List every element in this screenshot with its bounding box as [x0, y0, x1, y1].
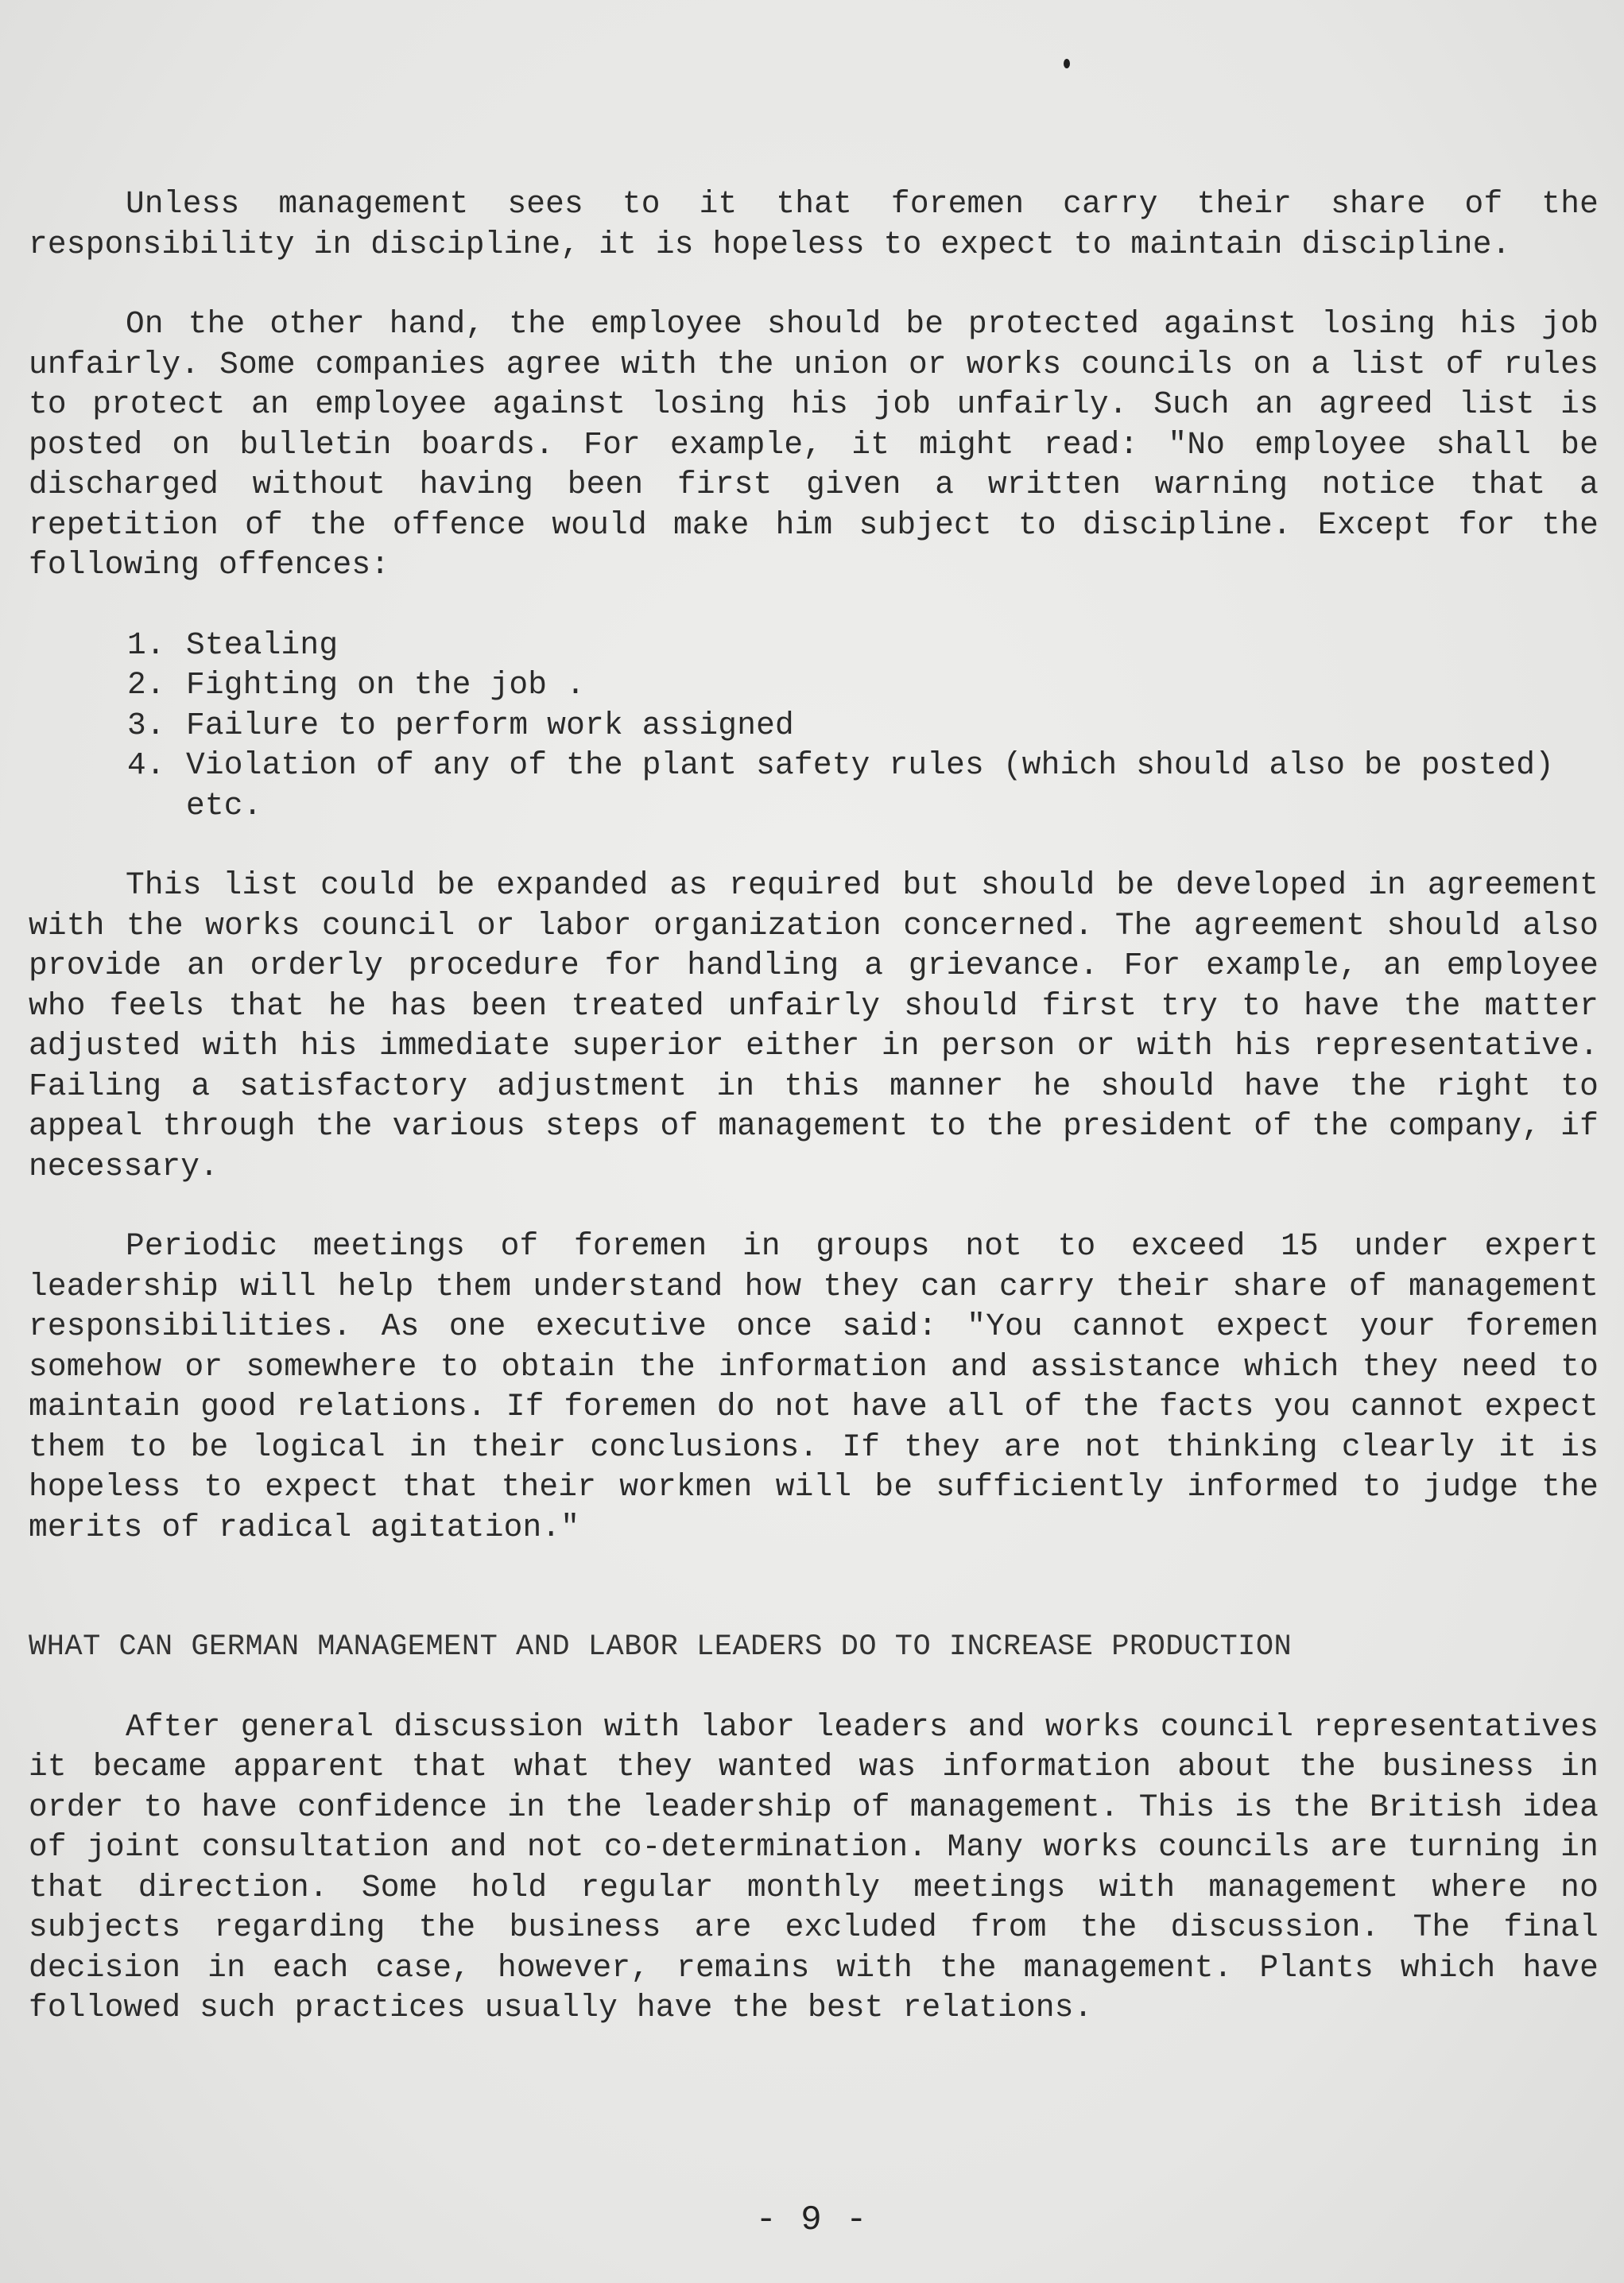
list-item: 3. Failure to perform work assigned [127, 707, 794, 743]
document-body [29, 184, 1618, 2029]
paragraph-foremen-meetings: Periodic meetings of foremen in groups not to exceed 15 under expert leadership will help them understand how they can carry their share of management responsibilities. As one executive once said: "You cannot expect your foremen somehow or somewhere to obtain the information and assistance which they need to maintain good relations. If foremen do not have all of the facts you cannot expect them to be logical in their conclusions. If they are not thinking clearly it is hopeless to expect that their workmen will be sufficiently informed to judge the merits of radical agitation." [29, 1228, 1618, 1545]
list-item: 2. Fighting on the job . [127, 667, 585, 703]
paragraph-foremen-discipline: Unless management sees to it that foremen carry their share of the responsibility in discipline, it is hopeless to expect to maintain discipline. [29, 186, 1618, 262]
paragraph-employee-protection: On the other hand, the employee should be protected against losing his job unfairly. Some companies agree with the union or works councils on a list of rules to protect an employee against losing his job unfairly. Such an agreed list is posted on bulletin boards. For example, it might read: "No employee shall be discharged without having been first given a written warning notice that a repetition of the offence would make him subject to discipline. Except for the following offences: [29, 306, 1618, 583]
paragraph-joint-consultation: After general discussion with labor leaders and works council representatives it became apparent that what they wanted was information about the business in order to have confidence in the leadership of management. This is the British idea of joint consultation and not co-determination. Many works councils are turning in that direction. Some hold regular monthly meetings with management where no subjects regarding the business are excluded from the discussion. The final decision in each case, however, remains with the management. Plants which have followed such practices usually have the best relations. [29, 1708, 1618, 2025]
list-item: 4. Violation of any of the plant safety rules (which should also be posted) etc. [127, 747, 1555, 824]
offences-list [127, 626, 1599, 827]
paragraph-list-expansion: This list could be expanded as required but should be developed in agreement with the works council or labor organization concerned. The agreement should also provide an orderly procedure for handling a grievance. For example, an employee who feels that he has been treated unfairly should first try to have the matter adjusted with his immediate superior either in person or with his representative. Failing a satisfactory adjustment in this manner he should have the right to appeal through the various steps of management to the president of the company, if necessary. [29, 867, 1618, 1184]
page-number: - 9 - [755, 2200, 869, 2240]
ink-speck [1064, 59, 1070, 68]
section-heading: WHAT CAN GERMAN MANAGEMENT AND LABOR LEADERS DO TO INCREASE PRODUCTION [29, 1630, 1293, 1664]
list-item: 1. Stealing [127, 626, 339, 663]
